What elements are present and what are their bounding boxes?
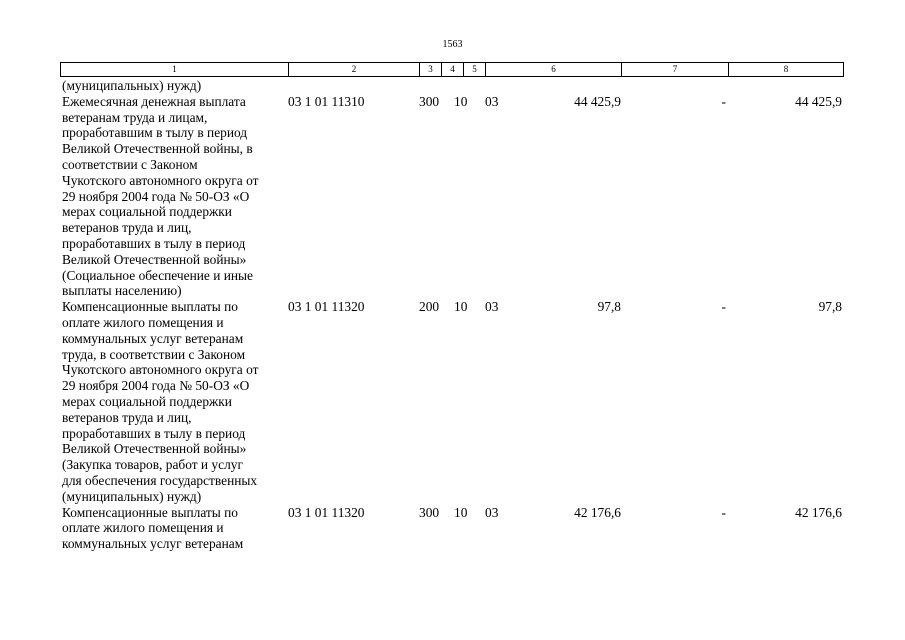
description-line: (муниципальных) нужд) bbox=[62, 78, 202, 93]
description-line: оплате жилого помещения и bbox=[62, 520, 224, 536]
description-line: для обеспечения государственных bbox=[62, 472, 258, 488]
description-line: Ежемесячная денежная выплата bbox=[62, 93, 246, 109]
description-line: мерах социальной поддержки bbox=[62, 393, 232, 409]
col3-cell: 300 bbox=[419, 93, 440, 109]
budget-code-cell: 03 1 01 11320 bbox=[288, 504, 365, 520]
col7-cell: - bbox=[721, 504, 726, 520]
description-line: мерах социальной поддержки bbox=[62, 204, 232, 220]
header-col-8: 8 bbox=[783, 64, 789, 74]
amount-cell: 42 176,6 bbox=[574, 504, 621, 520]
total-cell: 44 425,9 bbox=[795, 93, 842, 109]
description-line: (Социальное обеспечение и иные bbox=[62, 267, 253, 283]
description-line: ветеранам труда и лицам, bbox=[62, 109, 208, 125]
description-cell bbox=[62, 94, 287, 299]
description-line: выплаты населению) bbox=[62, 283, 182, 299]
description-line: труда, в соответствии с Законом bbox=[62, 346, 246, 362]
total-cell: 97,8 bbox=[818, 299, 842, 315]
table-row bbox=[60, 299, 844, 504]
description-line: 29 ноября 2004 года № 50-ОЗ «О bbox=[62, 188, 250, 204]
description-line: Великой Отечественной войны» bbox=[62, 251, 247, 267]
header-col-5: 5 bbox=[464, 63, 486, 76]
table-header bbox=[60, 62, 844, 77]
header-col-2: 2 bbox=[289, 63, 420, 76]
col5-cell: 03 bbox=[485, 504, 499, 520]
description-line: Компенсационные выплаты по bbox=[62, 299, 238, 315]
description-line: Компенсационные выплаты по bbox=[62, 504, 238, 520]
description-line: проработавшим в тылу в период bbox=[62, 125, 248, 141]
col4-cell: 10 bbox=[454, 93, 468, 109]
page-number: 1563 bbox=[442, 39, 463, 50]
description-line: (муниципальных) нужд) bbox=[62, 488, 202, 504]
description-line: проработавших в тылу в период bbox=[62, 425, 246, 441]
col5-cell: 03 bbox=[485, 93, 499, 109]
carry-over-row bbox=[60, 78, 844, 94]
col7-cell: - bbox=[721, 93, 726, 109]
carry-over-text bbox=[62, 78, 287, 94]
description-line: оплате жилого помещения и bbox=[62, 314, 224, 330]
header-col-1: 1 bbox=[61, 63, 289, 76]
amount-cell: 97,8 bbox=[597, 299, 621, 315]
description-cell bbox=[62, 299, 287, 504]
header-col-7: 7 bbox=[622, 63, 729, 76]
col3-cell: 300 bbox=[419, 504, 440, 520]
description-line: соответствии с Законом bbox=[62, 156, 198, 172]
budget-code-cell: 03 1 01 11320 bbox=[288, 299, 365, 315]
col5-cell: 03 bbox=[485, 299, 499, 315]
description-line: 29 ноября 2004 года № 50-ОЗ «О bbox=[62, 378, 250, 394]
col7-cell: - bbox=[721, 299, 726, 315]
description-line: Великой Отечественной войны» bbox=[62, 441, 247, 457]
col4-cell: 10 bbox=[454, 504, 468, 520]
total-cell: 42 176,6 bbox=[795, 504, 842, 520]
description-cell bbox=[62, 505, 287, 552]
col3-cell: 200 bbox=[419, 299, 440, 315]
description-line: Великой Отечественной войны, в bbox=[62, 141, 253, 157]
header-col-3: 3 bbox=[420, 63, 442, 76]
description-line: ветеранов труда и лиц, bbox=[62, 409, 192, 425]
budget-code-cell: 03 1 01 11310 bbox=[288, 93, 365, 109]
amount-cell: 44 425,9 bbox=[574, 93, 621, 109]
description-line: Чукотского автономного округа от bbox=[62, 172, 259, 188]
header-col-6: 6 bbox=[486, 63, 622, 76]
header-col-4: 4 bbox=[442, 63, 464, 76]
table-body bbox=[60, 78, 844, 552]
description-line: проработавших в тылу в период bbox=[62, 235, 246, 251]
table-row bbox=[60, 94, 844, 299]
description-line: коммунальных услуг ветеранам bbox=[62, 536, 244, 552]
col4-cell: 10 bbox=[454, 299, 468, 315]
description-line: коммунальных услуг ветеранам bbox=[62, 330, 244, 346]
description-line: ветеранов труда и лиц, bbox=[62, 220, 192, 236]
description-line: (Закупка товаров, работ и услуг bbox=[62, 457, 243, 473]
table-row bbox=[60, 505, 844, 552]
description-line: Чукотского автономного округа от bbox=[62, 362, 259, 378]
